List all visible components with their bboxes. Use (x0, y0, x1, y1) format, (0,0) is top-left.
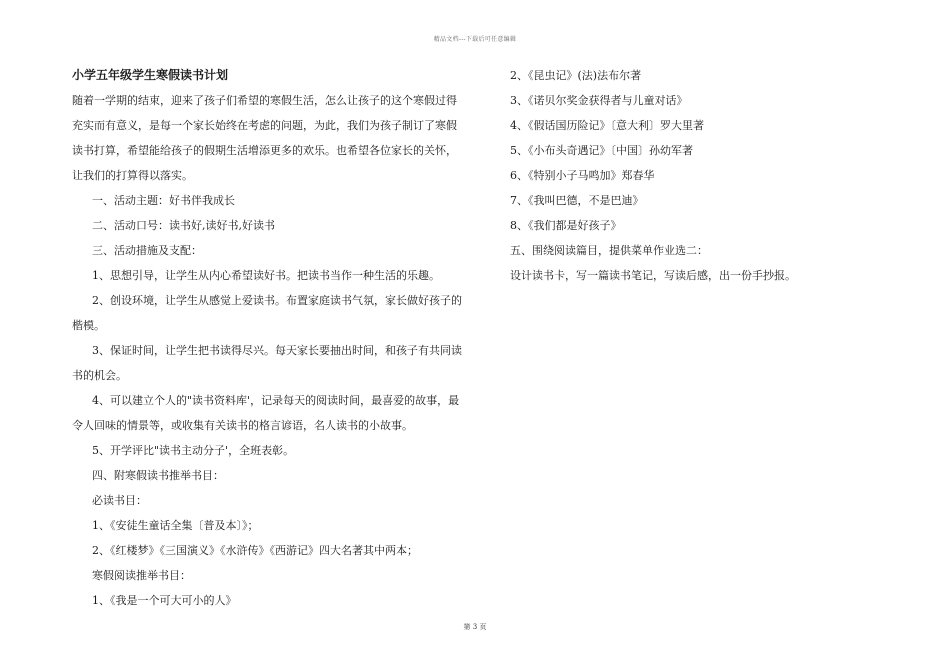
recommended-book-4: 4、《假话国历险记》〔意大利〕罗大里著 (510, 119, 704, 132)
required-book-1: 1、《安徒生童话全集〔普及本〕》； (92, 519, 259, 532)
booklist-heading: 四、附寒假读书推举书目： (92, 469, 224, 482)
required-books-heading: 必读书目： (92, 494, 147, 507)
page-header: 精品文档---下载后可任意编辑 (433, 36, 517, 43)
document-title: 小学五年级学生寒假读书计划 (72, 68, 229, 82)
intro-paragraph: 随着一学期的结束，迎来了孩子们希望的寒假生活，怎么让孩子的这个寒假过得充实而有意义，是每一个家长始终在考虑的问题，为此，我们为孩子制订了寒假读书打算，希望能给孩子的假期生活增添更多的欢乐。也希望各位家长的关怀，让我们的打算得以落实。 (72, 94, 457, 182)
recommended-book-1: 1、《我是一个可大可小的人》 (92, 594, 237, 607)
recommended-book-3: 3、《诺贝尔奖金获得者与儿童对话》 (510, 94, 688, 107)
activity-theme: 一、活动主题：好书伴我成长 (92, 194, 235, 207)
left-column (72, 63, 462, 613)
recommended-book-6: 6、《特别小子马鸣加》郑春华 (510, 169, 655, 182)
recommended-book-7: 7、《我叫巴德，不是巴迪》 (510, 194, 644, 207)
recommended-book-5: 5、《小布头奇遇记》〔中国〕孙幼军著 (510, 144, 693, 157)
measure-2: 2、创设环境，让学生从感觉上爱读书。布置家庭读书气氛，家长做好孩子的楷模。 (72, 294, 462, 332)
recommended-books-heading: 寒假阅读推举书目： (92, 569, 191, 582)
measure-5: 5、开学评比"读书主动分子'，全班表彰。 (92, 444, 295, 457)
homework-heading: 五、围绕阅读篇目，提供菜单作业选二： (510, 244, 708, 257)
activity-measures-heading: 三、活动措施及支配： (92, 244, 202, 257)
activity-slogan: 二、活动口号：读书好,读好书,好读书 (92, 219, 275, 232)
required-book-2: 2、《红楼梦》《三国演义》《水浒传》《西游记》四大名著其中两本； (92, 544, 418, 557)
recommended-book-8: 8、《我们都是好孩子》 (510, 219, 622, 232)
recommended-book-2: 2、《昆虫记》(法)法布尔著 (510, 69, 642, 82)
measure-4: 4、可以建立个人的"读书资料库'，记录每天的阅读时间，最喜爱的故事，最令人回味的情景等，或收集有关读书的格言谚语，名人读书的小故事。 (72, 394, 460, 432)
measure-3: 3、保证时间，让学生把书读得尽兴。每天家长要抽出时间，和孩子有共同读书的机会。 (72, 344, 462, 382)
page-number: 第 3 页 (463, 623, 487, 631)
measure-1: 1、思想引导，让学生从内心希望读好书。把读书当作一种生活的乐趣。 (92, 269, 440, 282)
right-column (510, 63, 850, 288)
homework-options: 设计读书卡，写一篇读书笔记，写读后感，出一份手抄报。 (510, 269, 796, 282)
